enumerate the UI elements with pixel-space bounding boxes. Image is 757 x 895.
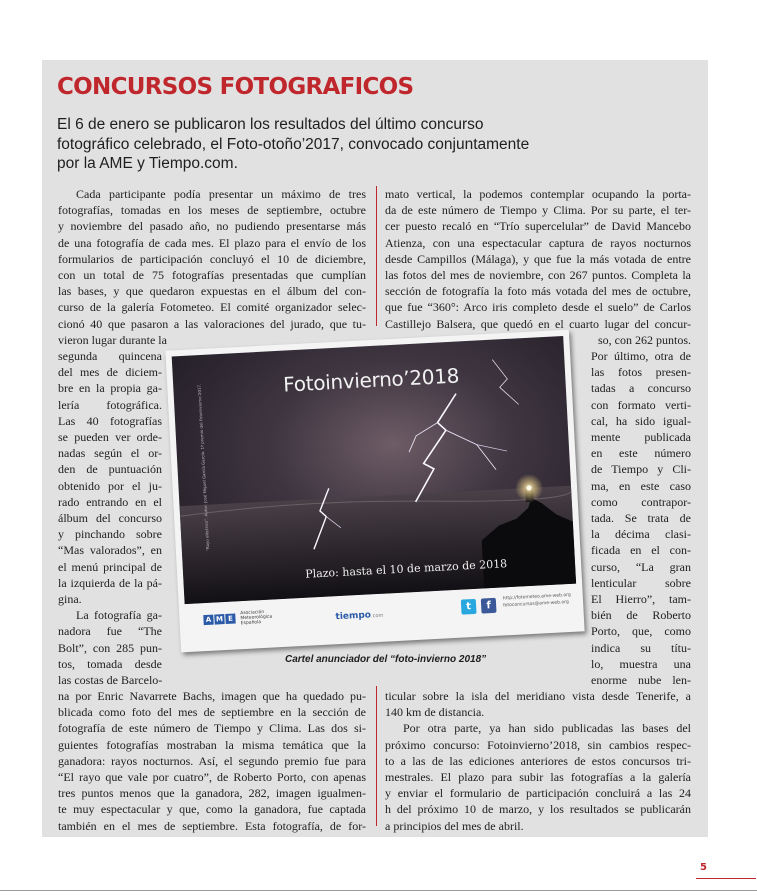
text-line: “Mas valorados”, en <box>58 543 162 558</box>
poster-title: Fotoinvierno’2018 <box>282 363 460 397</box>
text-line: h del próximo 10 de marzo, y los resultados se publicarán <box>385 802 691 817</box>
text-line: con formato verti- <box>591 397 691 412</box>
text-line: con un total de 75 fotografías presentadas que cumplían <box>58 268 366 283</box>
text-line: sección de fotografía la foto más votada del mes de octubre, <box>385 284 691 299</box>
text-line: cionó 40 que pasaron a las valoraciones del jurado, que tu- <box>58 316 366 331</box>
text-line: Bolt”, con 285 pun- <box>58 640 162 655</box>
text-line: de una fotografía de cada mes. El plazo para el envío de los <box>58 235 366 250</box>
poster-urls <box>503 592 572 610</box>
tiempo-logo-suffix: .com <box>370 612 384 620</box>
column-divider <box>376 186 377 326</box>
tiempo-logo <box>335 610 383 622</box>
text-line: ficada en el con- <box>591 543 691 558</box>
facebook-icon: f <box>481 598 497 614</box>
text-line: mente publicada <box>591 430 691 445</box>
text-line: so, con 262 puntos. <box>598 332 691 347</box>
text-line: Porto, que, como <box>591 624 691 639</box>
text-line: de Tiempo y Cli- <box>591 462 691 477</box>
text-line: Las 40 fotografías <box>58 413 162 428</box>
twitter-icon: t <box>461 599 477 615</box>
text-line: lería fotográfica. <box>58 397 162 412</box>
text-line: enorme nube len- <box>591 673 691 688</box>
text-line: mato vertical, la podemos contemplar ocupando la porta- <box>385 187 691 201</box>
ame-logo <box>203 613 236 625</box>
page-number-rule <box>696 878 756 879</box>
text-line: fotografías, tomadas en los meses de septiembre, octubre <box>58 203 366 218</box>
ame-logo-letter: E <box>225 613 236 624</box>
right-column-wrap <box>591 348 691 688</box>
text-line: ma, en este caso <box>591 478 691 493</box>
text-line: desde Campillos (Málaga), y que fue la más votada de entre <box>385 251 691 266</box>
text-line: y enviar el formulario de participación concluirá a las 24 <box>385 786 691 801</box>
text-line: nadas según el or- <box>58 446 162 461</box>
text-line: las fotos del mes de noviembre, con 267 puntos. Completa la <box>385 268 691 283</box>
text-line: en este número <box>591 446 691 461</box>
text-line: que fue “360°: Arco iris completo desde el suelo” de Carlos <box>385 300 691 315</box>
text-line: gina. <box>58 592 82 607</box>
lead-line: fotográfico celebrado, el Foto-otoño’2017, convocado conjuntamente <box>57 135 530 153</box>
text-line: 140 km de distancia. <box>385 705 485 720</box>
text-line: obtenido por el ju- <box>58 478 162 493</box>
article-lead <box>57 115 537 174</box>
text-line: ganadora: rayos nocturnos. Así, el segundo premio fue para <box>58 753 366 768</box>
text-line: fotografía de este número de Tiempo y Clima. Las dos si- <box>58 721 366 736</box>
text-line: lenticular sobre <box>591 575 691 590</box>
lead-line: por la AME y Tiempo.com. <box>57 155 238 172</box>
text-line: rado entrando en el <box>58 494 162 509</box>
text-line: el menú principal de <box>58 559 162 574</box>
column-divider <box>376 686 377 826</box>
text-line: las fotos presen- <box>591 365 691 380</box>
text-line: Cada participante podía presentar un máximo de tres <box>76 187 366 201</box>
text-line: ticular sobre la isla del meridiano vista desde Tenerife, a <box>385 689 691 703</box>
text-line: se pueden ver orde- <box>58 430 162 445</box>
text-line: formularios de participación concluyó el 10 de diciembre, <box>58 251 366 266</box>
ame-text-line: Asociación <box>240 609 265 617</box>
lead-line: El 6 de enero se publicaron los resultados del último concurso <box>57 116 484 133</box>
text-line: próximo concurso: Fotoinvierno’2018, sin cambios respec- <box>385 737 691 752</box>
text-line: La fotografía ga- <box>76 608 162 623</box>
text-line: y pinchando sobre <box>58 527 162 542</box>
text-line: na por Enric Navarrete Bachs, imagen que ha quedado pu- <box>58 689 366 703</box>
poster-photo-credit: “Rayo eléctrico”. Autor: José Miguel García García. 1º premio del Fotoinvierno’2017. <box>196 383 211 552</box>
text-line: la izquierda de la pá- <box>58 575 162 590</box>
text-line: mestrales. El plazo para subir las fotografías a la galería <box>385 770 691 785</box>
ame-logo-letter: M <box>215 615 224 624</box>
poster-deadline: Plazo: hasta el 10 de marzo de 2018 <box>304 557 508 581</box>
bottom-rule <box>0 890 757 891</box>
tiempo-logo-name: tiempo <box>335 610 372 623</box>
ame-text-line: Meteorológica <box>240 614 273 622</box>
text-line: curso, “La gran <box>591 559 691 574</box>
text-line: curso de la galería Fotometeo. El comité organizador selec- <box>58 300 366 315</box>
right-column-bottom <box>385 688 691 834</box>
text-line: blicada como foto del mes de septiembre en la sección de <box>58 705 366 720</box>
left-column-top <box>58 186 366 348</box>
contest-poster <box>165 330 584 653</box>
text-line: tos, tomada desde <box>58 656 162 671</box>
text-line: den de puntuación <box>58 462 162 477</box>
text-line: te muy espectacular y que, como la ganadora, fue captada <box>58 802 366 817</box>
ame-logo-text <box>240 610 273 627</box>
lightning-bolt <box>410 394 461 502</box>
text-line: Por último, otra de <box>591 349 691 363</box>
text-line: y noviembre del pasado año, no pudiendo presentarse más <box>58 219 366 234</box>
social-icons <box>461 598 502 615</box>
text-line: to a las de las ediciones anteriores de estos concursos tri- <box>385 753 691 768</box>
text-line: guientes fotografías mostraban la misma temática que la <box>58 737 366 752</box>
text-line: como contrapor- <box>591 494 691 509</box>
text-line: Atienza, con una espectacular captura de rayos nocturnos <box>385 235 691 250</box>
text-line: Castillejo Balsera, que quedó en el cuarto lugar del concur- <box>385 316 691 331</box>
text-line: álbum del concurso <box>58 511 162 526</box>
text-line: vieron lugar durante la <box>58 332 167 347</box>
text-line: segunda quincena <box>58 349 162 363</box>
text-line: también en el mes de septiembre. Esta fotografía, de for- <box>58 818 366 833</box>
image-caption: Cartel anunciador del “foto-invierno 2018” <box>285 654 487 665</box>
text-line: da de este número de Tiempo y Clima. Por su parte, el ter- <box>385 203 691 218</box>
text-line: nadora fue “The <box>58 624 162 639</box>
ame-text-line: Española <box>240 620 262 627</box>
article-headline: CONCURSOS FOTOGRAFICOS <box>57 74 414 100</box>
text-line: las costas de Barcelo- <box>58 673 162 688</box>
left-column-wrap <box>58 348 162 688</box>
text-line: cer puesto recaló en “Trío supercelular” de David Mancebo <box>385 219 691 234</box>
text-line: Por otra parte, ya han sido publicadas las bases del <box>403 721 691 736</box>
right-column-top <box>385 186 691 348</box>
text-line: indica su títu- <box>591 640 691 655</box>
left-column-bottom <box>58 688 366 834</box>
poster-url: http://fotometeo.ame-web.org <box>502 592 571 602</box>
text-line: tres puntos menos que la ganadora, 282, imagen igualmen- <box>58 786 366 801</box>
text-line: El Hierro”, tam- <box>591 592 691 607</box>
text-line: del mes de diciem- <box>58 365 162 380</box>
text-line: a principios del mes de abril. <box>385 818 524 833</box>
text-line: bién de Roberto <box>591 608 691 623</box>
text-line: cal, ha sido igual- <box>591 413 691 428</box>
lightning-photo <box>172 336 576 604</box>
page-number: 5 <box>700 862 707 873</box>
text-line: tadas a concurso <box>591 381 691 396</box>
text-line: bre en la propia ga- <box>58 381 162 396</box>
text-line: las bases, y que quedaron expuestas en el álbum del con- <box>58 284 366 299</box>
text-line: tada. Se trata de <box>591 511 691 526</box>
text-line: lo, muestra una <box>591 656 691 671</box>
text-line: la décima clasi- <box>591 527 691 542</box>
poster-url: fotoconcursos@ame-web.org <box>503 600 569 609</box>
ame-logo-letter: A <box>203 615 214 626</box>
text-line: “El rayo que vale por cuatro”, de Roberto Porto, con apenas <box>58 770 366 785</box>
